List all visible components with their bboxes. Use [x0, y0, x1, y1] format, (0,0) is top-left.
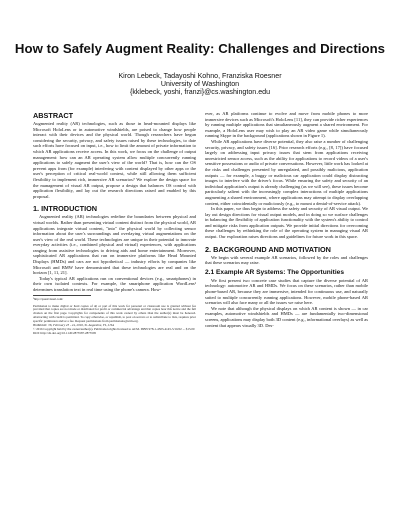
- permission-notice: Permission to make digital or hard copies of all or part of this work for personal or classroom use is granted without fee provided that copies are not made or distributed for profit or commercial advantage and that copies bear this notice and the full citation on the first page. Copyrights for components of this work owned by others than the author(s) must be honored. Abstracting with credit is permitted. To copy otherwise, or republish, to post on servers or to redistribute to lists, requires prior specific permission and/or a fee. Request permissions from permissions@acm.org.: [33, 303, 196, 324]
- footnote: ¹http://questvisual.com/: [33, 296, 64, 301]
- doi-line: DOI: http://dx.doi.org/10.1145/2873587.2873595: [33, 330, 97, 335]
- section-2-paragraph: We begin with several example AR scenarios, followed by the roles and challenges that these scenarios may raise.: [205, 254, 368, 266]
- right-paragraph-1: ever, as AR platforms continue to evolve and move from mobile phones to more immersive devices such as Microsoft's HoloLens [11], they can provide richer experiences by running multiple applications that simultaneously augment a shared environment. For example, a HoloLens user may wish to play an AR video game while simultaneously running Skype in the background (applications shown in Figure 1).: [205, 111, 368, 139]
- author-names: Kiron Lebeck, Tadayoshi Kohno, Franziska Roesner: [118, 72, 282, 80]
- author-email: {kklebeck, yoshi, franzi}@cs.washington.edu: [129, 88, 271, 97]
- venue-line: HotMobile '16, February 23 - 24, 2016, St. Augustine, FL, USA: [33, 323, 115, 328]
- paper-title: How to Safely Augment Reality: Challenges and Directions: [14, 41, 386, 56]
- section-2-1-paragraph-1: We first present two concrete case studies that capture the diverse potential of AR technology: automotive AR and HMDs. We focus on these scenarios, rather than mobile phone-based AR, because they are immersive, intended for continuous use, and naturally suited to multiple concurrently running applications. However, mobile phone-based AR scenarios will also face many or all the issues we raise here.: [205, 277, 368, 306]
- copyright-line: © 2016 Copyright held by the owner/author(s). Publication rights licensed to ACM. ISBN 978-1-4503-4145-5/16/02 ... $15.00: [33, 326, 195, 331]
- section-2-1-heading: 2.1 Example AR Systems: The Opportunities: [205, 268, 344, 276]
- author-block: [0, 72, 400, 97]
- intro-paragraph-2: Today's typical AR applications run on conventional devices (e.g., smartphones) in their own isolated contexts. For example, the smartphone application WordLens¹ determines translation text in real time using the phone's camera. How-: [33, 275, 196, 293]
- author-affiliation: University of Washington: [160, 80, 240, 89]
- abstract-heading: ABSTRACT: [33, 111, 74, 120]
- right-paragraph-3: In this paper, we thus begin to address the safety and security of AR visual output. We lay out design directions for visual output models, and in doing so we surface challenges in balancing the flexibility of application functionality with the system's ability to control and mitigate risks from application outputs. We provide initial directions for overcoming these challenges by rethinking the role of the operating system in managing visual AR output. Our exploration raises directions and guidelines for future work in this space.: [205, 206, 368, 240]
- intro-paragraph-1: Augmented reality (AR) technologies redefine the boundaries between physical and virtual worlds. Rather than presenting virtual content distinct from the physical world, AR applications integrate virtual content, "into" the physical world by collecting sensor information about the user's surroundings and overlaying virtual augmentations on the user's view of the real world. These technologies are unique in their potential to innovate everyday activities (i.e., combined physical and virtual) experiences, with applications ranging from assistive technologies to driving aids and home entertainment. Moreover, sophisticated AR applications that run on immersive platforms like Head Mounted Displays (HMDs) and cars are not hypothetical — industry efforts by companies like Microsoft and BMW have demonstrated that these technologies are real and on the horizon [1, 11, 21].: [33, 214, 196, 276]
- section-2-1-paragraph-2: We note that although the physical displays on which AR content is shown — in car examples, automotive windshields and HMDs — are fundamentally two-dimensional screens, applications may display both 3D content (e.g., informational overlays) as well as content that appears visually 3D. Des-: [205, 305, 368, 328]
- section-2-heading: 2. BACKGROUND AND MOTIVATION: [205, 244, 331, 254]
- abstract-text: Augmented reality (AR) technologies, such as those in head-mounted displays like Microsoft HoloLens or in automotive windshields, are poised to change how people interact with their devices and the physical world. Though researchers have begun considering the security, privacy, and safety issues raised by these technologies, to date such efforts have focused on input, i.e., how to limit the amount of private information to which AR applications receive access. In this work, we focus on the challenge of output management: how can an AR operating system allow multiple concurrently running applications to safely augment the user's view of the world? That is, how can the OS prevent apps from (for example) interfering with content displayed by other apps or the user's perception of critical real-world context, while still allowing them sufficient flexibility to implement rich, immersive AR scenarios? We explore the design space for the management of visual AR output, propose a design that balances OS control with application flexibility, and lay out the research directions raised and enabled by this proposal.: [33, 121, 196, 199]
- intro-heading: 1. INTRODUCTION: [33, 204, 98, 214]
- right-paragraph-2: While AR applications have diverse potential, they also raise a number of challenging security, privacy, and safety issues [16]. Prior research efforts (e.g., [8, 17]) have focused largely on addressing input privacy issues that stem from applications receiving unrestricted sensor access, such as the ability for applications to record videos of a user's sensitive possessions or audio of private conversations. However, little work has looked at the risks and challenges presented by unregulated, and possibly malicious, application outputs — for example, a buggy or malicious car application could display distracting images to interfere with the driver's focus. While ensuring the safety and security of an individual application's output is already challenging (as we will see), these issues become particularly salient with the increasingly complex interactions of multiple applications augmenting a shared environment, where applications may attempt to display overlapping content, either coincidentally or maliciously (e.g., to mount a denial-of-service attack).: [205, 138, 368, 206]
- left-column: [33, 111, 196, 336]
- footnote-rule: [33, 295, 91, 296]
- right-column: [205, 111, 368, 328]
